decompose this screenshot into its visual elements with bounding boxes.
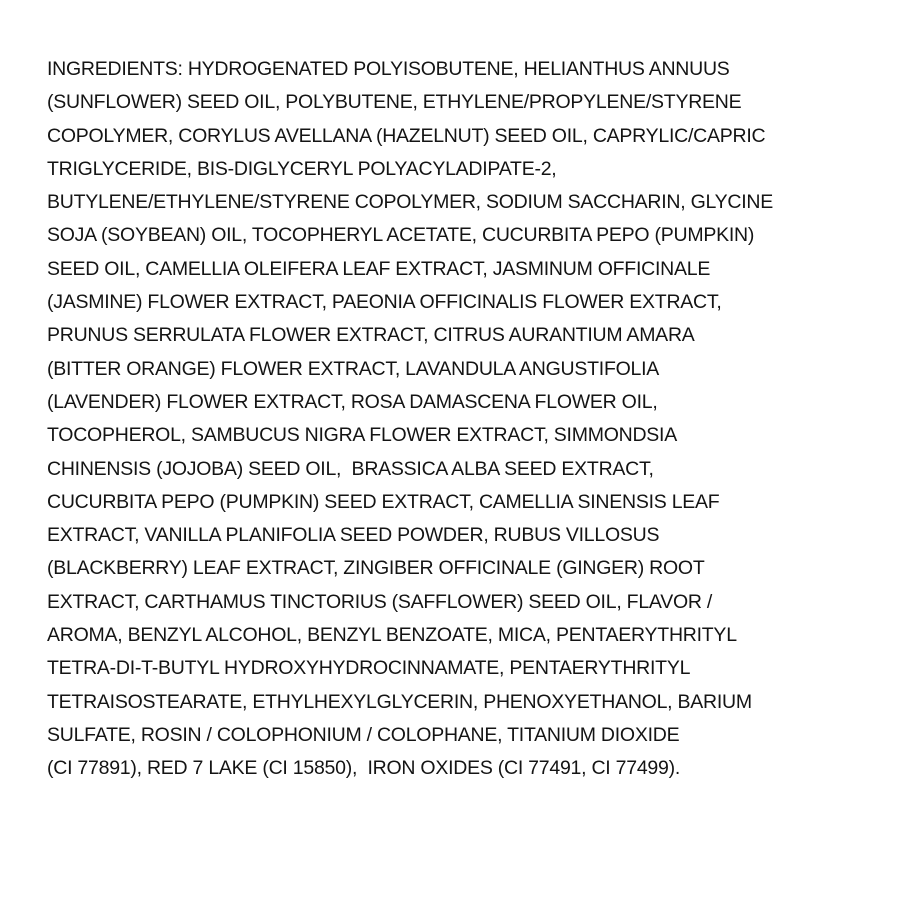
ingredients-line: SULFATE, ROSIN / COLOPHONIUM / COLOPHANE, TITANIUM DIOXIDE: [47, 723, 680, 746]
ingredients-line: SOJA (SOYBEAN) OIL, TOCOPHERYL ACETATE, CUCURBITA PEPO (PUMPKIN): [47, 224, 755, 247]
ingredients-line: TETRAISOSTEARATE, ETHYLHEXYLGLYCERIN, PHENOXYETHANOL, BARIUM: [47, 690, 752, 713]
ingredients-list: [47, 53, 877, 786]
ingredients-line: (CI 77891), RED 7 LAKE (CI 15850), IRON OXIDES (CI 77491, CI 77499).: [47, 757, 681, 780]
ingredients-line: INGREDIENTS: HYDROGENATED POLYISOBUTENE, HELIANTHUS ANNUUS: [47, 58, 730, 80]
ingredients-line: COPOLYMER, CORYLUS AVELLANA (HAZELNUT) SEED OIL, CAPRYLIC/CAPRIC: [47, 124, 766, 147]
ingredients-line: (JASMINE) FLOWER EXTRACT, PAEONIA OFFICINALIS FLOWER EXTRACT,: [47, 291, 722, 314]
ingredients-line: (SUNFLOWER) SEED OIL, POLYBUTENE, ETHYLENE/PROPYLENE/STYRENE: [47, 91, 742, 114]
ingredients-line: SEED OIL, CAMELLIA OLEIFERA LEAF EXTRACT, JASMINUM OFFICINALE: [47, 257, 711, 280]
ingredients-line: CHINENSIS (JOJOBA) SEED OIL, BRASSICA ALBA SEED EXTRACT,: [47, 457, 654, 480]
ingredients-line: TRIGLYCERIDE, BIS-DIGLYCERYL POLYACYLADIPATE-2,: [47, 157, 557, 180]
ingredients-line: EXTRACT, VANILLA PLANIFOLIA SEED POWDER, RUBUS VILLOSUS: [47, 524, 660, 547]
ingredients-line: TOCOPHEROL, SAMBUCUS NIGRA FLOWER EXTRACT, SIMMONDSIA: [47, 424, 677, 447]
ingredients-line: EXTRACT, CARTHAMUS TINCTORIUS (SAFFLOWER) SEED OIL, FLAVOR /: [47, 590, 713, 613]
ingredients-line: CUCURBITA PEPO (PUMPKIN) SEED EXTRACT, CAMELLIA SINENSIS LEAF: [47, 490, 720, 513]
ingredients-line: TETRA-DI-T-BUTYL HYDROXYHYDROCINNAMATE, PENTAERYTHRITYL: [47, 657, 691, 680]
ingredients-line: (LAVENDER) FLOWER EXTRACT, ROSA DAMASCENA FLOWER OIL,: [47, 390, 658, 413]
ingredients-line: BUTYLENE/ETHYLENE/STYRENE COPOLYMER, SODIUM SACCHARIN, GLYCINE: [47, 191, 774, 214]
ingredients-line: (BLACKBERRY) LEAF EXTRACT, ZINGIBER OFFICINALE (GINGER) ROOT: [47, 557, 705, 580]
ingredients-line: AROMA, BENZYL ALCOHOL, BENZYL BENZOATE, MICA, PENTAERYTHRITYL: [47, 624, 737, 647]
ingredients-line: PRUNUS SERRULATA FLOWER EXTRACT, CITRUS AURANTIUM AMARA: [47, 324, 695, 347]
ingredients-line: (BITTER ORANGE) FLOWER EXTRACT, LAVANDULA ANGUSTIFOLIA: [47, 357, 660, 380]
